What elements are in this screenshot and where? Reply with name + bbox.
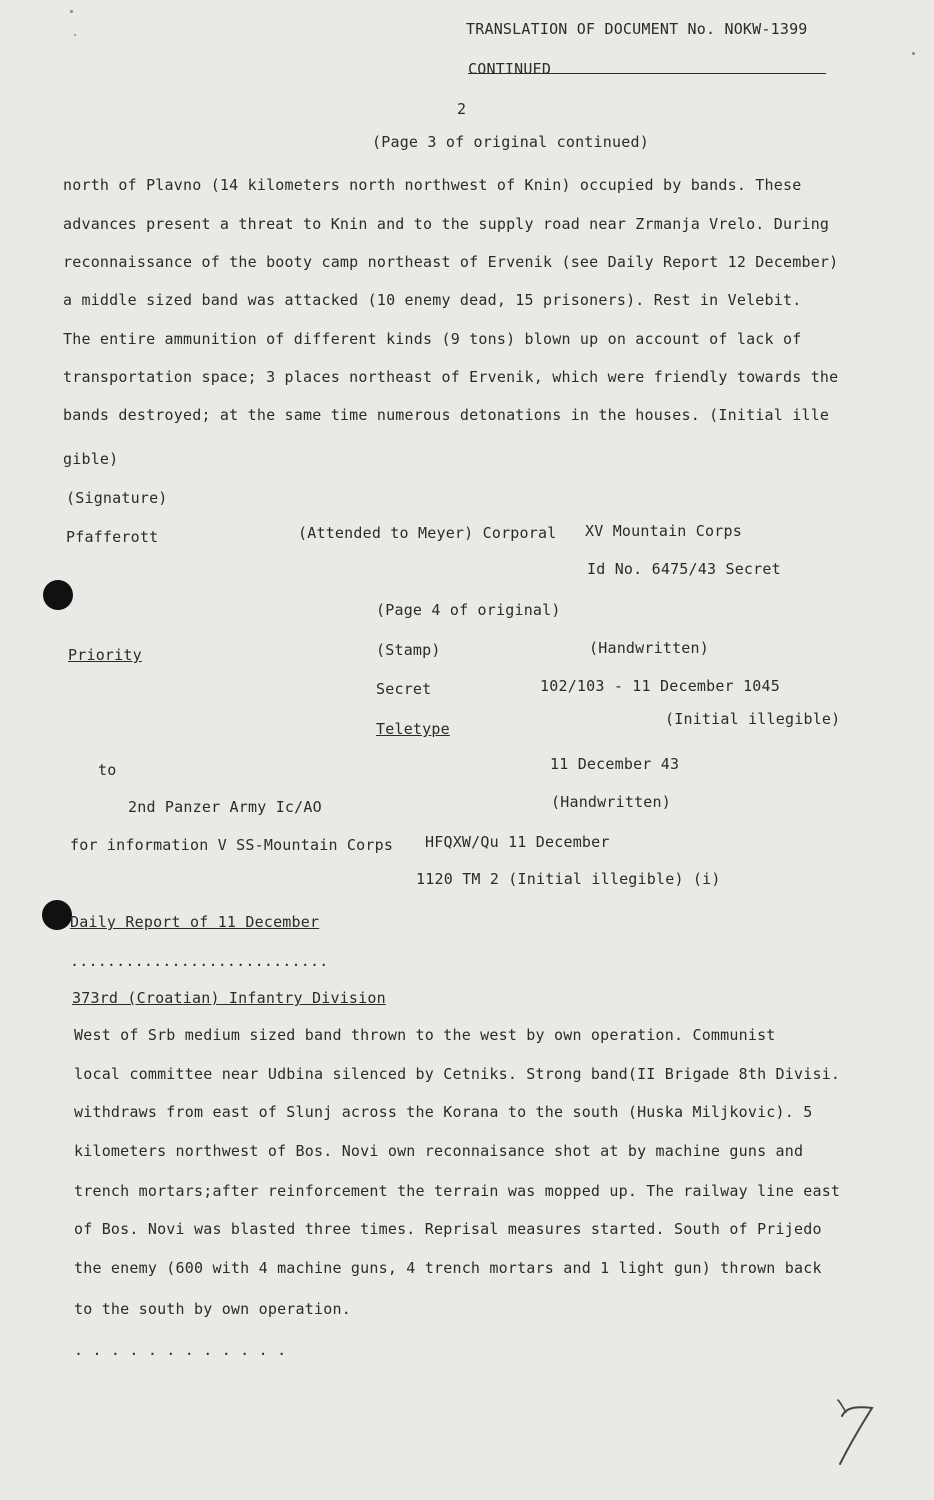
handwritten-label: (Handwritten) [589,639,709,657]
paragraph-line: transportation space; 3 places northeast of Ervenik, which were friendly towards the [63,368,839,386]
report-title: Daily Report of 11 December [70,913,320,931]
report-line: local committee near Udbina silenced by Cetniks. Strong band(II Brigade 8th Divisi. [74,1065,841,1083]
dotted-separator: ............................ [70,952,329,970]
continued-label: CONTINUED [468,60,552,78]
paragraph-line: advances present a threat to Knin and to the supply road near Zrmanja Vrelo. During [63,215,830,233]
secret-label: Secret [376,680,432,698]
hq-reference: HFQXW/Qu 11 December [425,833,610,851]
speck [70,10,73,13]
message-number: 102/103 - 11 December 1045 [540,677,780,695]
handwritten-page-mark [832,1398,880,1468]
paragraph-line: The entire ammunition of different kinds (9 tons) blown up on account of lack of [63,330,802,348]
page4-reference: (Page 4 of original) [376,601,561,619]
dotted-separator: . . . . . . . . . . . . [74,1341,287,1359]
attended-note: (Attended to Meyer) Corporal [298,524,557,542]
handwritten-label-2: (Handwritten) [551,793,671,811]
report-line: to the south by own operation. [74,1300,351,1318]
punch-hole [42,900,72,930]
message-date: 11 December 43 [550,755,680,773]
report-line: the enemy (600 with 4 machine guns, 4 trench mortars and 1 light gun) thrown back [74,1259,822,1277]
header-rule [468,73,826,74]
priority-label: Priority [68,646,142,664]
signature-label: (Signature) [66,489,168,507]
receipt-time: 1120 TM 2 (Initial illegible) (i) [416,870,721,888]
report-line: kilometers northwest of Bos. Novi own reconnaisance shot at by machine guns and [74,1142,804,1160]
recipient: 2nd Panzer Army Ic/AO [128,798,322,816]
report-line: withdraws from east of Slunj across the Korana to the south (Huska Miljkovic). 5 [74,1103,813,1121]
corps-name: XV Mountain Corps [585,522,742,540]
report-line: of Bos. Novi was blasted three times. Reprisal measures started. South of Prijedo [74,1220,822,1238]
division-heading: 373rd (Croatian) Infantry Division [72,989,386,1007]
punch-hole [43,580,73,610]
paragraph-line: a middle sized band was attacked (10 enemy dead, 15 prisoners). Rest in Velebit. [63,291,802,309]
paragraph-line: reconnaissance of the booty camp northeast of Ervenik (see Daily Report 12 December) [63,253,839,271]
report-line: trench mortars;after reinforcement the terrain was mopped up. The railway line east [74,1182,841,1200]
paragraph-line: bands destroyed; at the same time numerous detonations in the houses. (Initial ille [63,406,830,424]
report-line: West of Srb medium sized band thrown to the west by own operation. Communist [74,1026,776,1044]
signature-name: Pfafferott [66,528,159,546]
speck [74,34,76,36]
stamp-label: (Stamp) [376,641,441,659]
paragraph-line: north of Plavno (14 kilometers north northwest of Knin) occupied by bands. These [63,176,802,194]
page-number: 2 [457,100,467,118]
document-id: Id No. 6475/43 Secret [587,560,781,578]
info-recipient: for information V SS-Mountain Corps [70,836,394,854]
document-title: TRANSLATION OF DOCUMENT No. NOKW-1399 [466,20,808,38]
teletype-label: Teletype [376,720,450,738]
page-reference: (Page 3 of original continued) [372,133,649,151]
to-label: to [98,761,117,779]
paragraph-line: gible) [63,450,119,468]
initial-illegible: (Initial illegible) [665,710,841,728]
speck [912,52,915,55]
